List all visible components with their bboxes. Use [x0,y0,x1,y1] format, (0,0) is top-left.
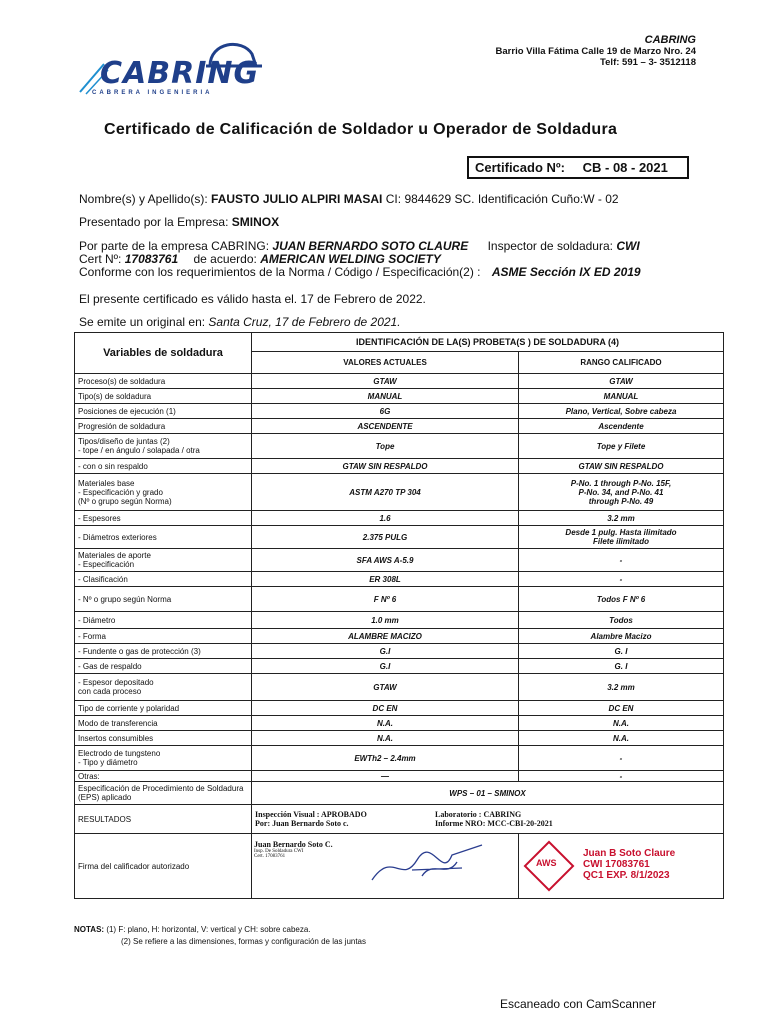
row-label: - Fundente o gas de protección (3) [75,644,252,659]
row-actual-value: ER 308L [252,572,519,587]
row-label: Progresión de soldadura [75,419,252,434]
note-2: (2) Se refiere a las dimensiones, formas y configuración de las juntas [121,937,367,946]
signer-role: Insp. De Soldadura CWI [254,849,304,854]
row-range-value: N.A. [519,716,724,731]
aws-cwi: CWI 17083761 [583,859,650,870]
row-range-value: GTAW [519,374,724,389]
row-actual-value: N.A. [252,731,519,746]
row-range-value: Desde 1 pulg. Hasta ilimitado Filete ilimitado [519,526,724,549]
company-name: SMINOX [231,215,280,229]
table-header-row [75,333,724,352]
table-row [75,459,724,474]
cert-label: Certificado Nº: [475,160,565,175]
row-actual-value: ASTM A270 TP 304 [252,474,519,511]
row-actual-value: G.I [252,644,519,659]
row-label: Proceso(s) de soldadura [75,374,252,389]
header-phone: Telf: 591 – 3- 3512118 [600,57,696,68]
table-row [75,674,724,701]
results-lab: Laboratorio : CABRING [435,810,522,819]
logo-text: CABRING [100,56,260,91]
results-label: RESULTADOS [75,805,252,834]
row-label: Tipos/diseño de juntas (2) - tope / en ángulo / solapada / otra [75,434,252,459]
results-inspection: Inspección Visual : APROBADO [255,810,367,819]
stamp-id: W - 02 [583,192,619,206]
row-range-value: Ascendente [519,419,724,434]
inspector-type: CWI [616,239,640,253]
row-label: - Diámetro [75,612,252,629]
row-actual-value: GTAW [252,374,519,389]
row-range-value: GTAW SIN RESPALDO [519,459,724,474]
row-range-value: - [519,771,724,782]
table-row [75,549,724,572]
table-row [75,374,724,389]
logo-subtitle: CABRERA INGENIERIA [92,90,213,96]
row-actual-value: DC EN [252,701,519,716]
row-actual-value: 1.6 [252,511,519,526]
conform-value: ASME Sección IX ED 2019 [491,265,641,279]
signature-cell [252,834,519,899]
table-row [75,746,724,771]
welder-name-line [79,192,619,206]
row-actual-value: G.I [252,659,519,674]
company-line [79,215,279,229]
certn-number: 17083761 [124,252,179,266]
row-range-value: P-No. 1 through P-No. 15F, P-No. 34, and P-No. 41 through P-No. 49 [519,474,724,511]
cert-number: CB - 08 - 2021 [582,160,668,175]
issued-label: Se emite un original en: [79,315,206,329]
sc-label: SC. Identificación Cuño: [454,192,584,206]
table-row [75,701,724,716]
row-actual-value: 6G [252,404,519,419]
row-label: - Espesor depositado con cada proceso [75,674,252,701]
sign-label: Firma del calificador autorizado [75,834,252,899]
header-company: CABRING [644,34,696,46]
row-label: - Espesores [75,511,252,526]
signer-cert: Cert. 17083761 [254,854,286,859]
row-label: - Forma [75,629,252,644]
table-row [75,659,724,674]
row-actual-value: ALAMBRE MACIZO [252,629,519,644]
signature-scribble-icon [362,840,492,890]
variables-header: Variables de soldadura [75,333,252,374]
name-label: Nombre(s) y Apellido(s): [79,192,208,206]
row-actual-value: — [252,771,519,782]
table-row [75,511,724,526]
conform-line [79,265,641,279]
row-range-value: Tope y Filete [519,434,724,459]
results-report: Informe NRO: MCC-CBI-20-2021 [435,819,553,828]
row-label: Materiales base - Especificación y grado (Nº o grupo según Norma) [75,474,252,511]
aws-stamp-cell [519,834,724,899]
table-row [75,419,724,434]
signer-name: Juan Bernardo Soto C. [254,840,333,849]
document-title: Certificado de Calificación de Soldador u Operador de Soldadura [104,121,618,138]
header-contact [396,34,696,68]
aws-badge-text: AWS [536,858,557,868]
col-actual-header: VALORES ACTUALES [252,352,519,374]
table-row [75,526,724,549]
aws-exp: QC1 EXP. 8/1/2023 [583,870,670,881]
eps-row [75,782,724,805]
row-range-value: G. I [519,644,724,659]
scanner-footer: Escaneado con CamScanner [500,997,657,1011]
table-row [75,629,724,644]
validity-line: El presente certificado es válido hasta el. 17 de Febrero de 2022. [79,292,426,306]
welding-variables-table [74,332,724,899]
col-range-header: RANGO CALIFICADO [519,352,724,374]
row-label: - Clasificación [75,572,252,587]
row-label: Materiales de aporte - Especificación [75,549,252,572]
ci-number: 9844629 [404,192,452,206]
table-row [75,612,724,629]
notes [74,925,311,934]
agree-value: AMERICAN WELDING SOCIETY [260,252,441,266]
row-range-value: DC EN [519,701,724,716]
aws-name: Juan B Soto Claure [583,848,676,859]
company-label: Presentado por la Empresa: [79,215,229,229]
table-row [75,434,724,459]
row-actual-value: SFA AWS A-5.9 [252,549,519,572]
results-cell [252,805,724,834]
row-range-value: Todos [519,612,724,629]
inspector-label: Inspector de soldadura: [487,239,613,253]
table-row [75,572,724,587]
row-actual-value: F Nº 6 [252,587,519,612]
by-label: Por parte de la empresa CABRING: [79,239,270,253]
company-logo [70,34,270,100]
row-actual-value: MANUAL [252,389,519,404]
row-actual-value: N.A. [252,716,519,731]
row-range-value: Alambre Macizo [519,629,724,644]
certn-label: Cert Nº: [79,252,122,266]
row-label: Tipo de corriente y polaridad [75,701,252,716]
row-label: - Nº o grupo según Norma [75,587,252,612]
row-range-value: - [519,549,724,572]
note-1: (1) F: plano, H: horizontal, V: vertical y CH: sobre cabeza. [106,925,311,934]
issued-line [79,315,401,329]
conform-label: Conforme con los requerimientos de la Norma / Código / Especificación(2) : [79,265,481,279]
row-actual-value: GTAW [252,674,519,701]
table-row [75,771,724,782]
row-actual-value: EWTh2 – 2.4mm [252,746,519,771]
row-actual-value: GTAW SIN RESPALDO [252,459,519,474]
row-range-value: - [519,572,724,587]
signature-row [75,834,724,899]
row-actual-value: 2.375 PULG [252,526,519,549]
row-label: Insertos consumibles [75,731,252,746]
row-label: Otras: [75,771,252,782]
agree-label: de acuerdo: [193,252,257,266]
notes-label: NOTAS: [74,925,105,934]
table-row [75,731,724,746]
results-inspector: Por: Juan Bernardo Soto c. [255,819,349,828]
inspector-line [79,239,640,253]
eps-value: WPS – 01 – SMINOX [252,782,724,805]
results-row [75,805,724,834]
row-actual-value: ASCENDENTE [252,419,519,434]
row-label: Electrodo de tungsteno - Tipo y diámetro [75,746,252,771]
row-label: Posiciones de ejecución (1) [75,404,252,419]
row-label: Tipo(s) de soldadura [75,389,252,404]
welder-name: FAUSTO JULIO ALPIRI MASAI [211,192,383,206]
row-range-value: 3.2 mm [519,674,724,701]
id-header: IDENTIFICACIÓN DE LA(S) PROBETA(S ) DE SOLDADURA (4) [252,333,724,352]
table-row [75,716,724,731]
row-range-value: N.A. [519,731,724,746]
issued-value: Santa Cruz, 17 de Febrero de 2021. [208,315,401,329]
table-row [75,389,724,404]
row-label: - con o sin respaldo [75,459,252,474]
eps-label: Especificación de Procedimiento de Soldadura (EPS) aplicado [75,782,252,805]
inspector-name: JUAN BERNARDO SOTO CLAURE [272,239,469,253]
header-address: Barrio Villa Fátima Calle 19 de Marzo Nro. 24 [495,46,696,57]
row-actual-value: Tope [252,434,519,459]
row-label: Modo de transferencia [75,716,252,731]
row-range-value: 3.2 mm [519,511,724,526]
row-range-value: Todos F Nº 6 [519,587,724,612]
table-row [75,644,724,659]
table-row [75,587,724,612]
row-actual-value: 1.0 mm [252,612,519,629]
row-label: - Gas de respaldo [75,659,252,674]
row-range-value: MANUAL [519,389,724,404]
row-range-value: - [519,746,724,771]
row-label: - Diámetros exteriores [75,526,252,549]
row-range-value: G. I [519,659,724,674]
table-row [75,474,724,511]
cert-agreement-line [79,252,441,266]
row-range-value: Plano, Vertical, Sobre cabeza [519,404,724,419]
ci-label: CI: [385,192,402,206]
certificate-number-box [467,156,689,179]
table-row [75,404,724,419]
